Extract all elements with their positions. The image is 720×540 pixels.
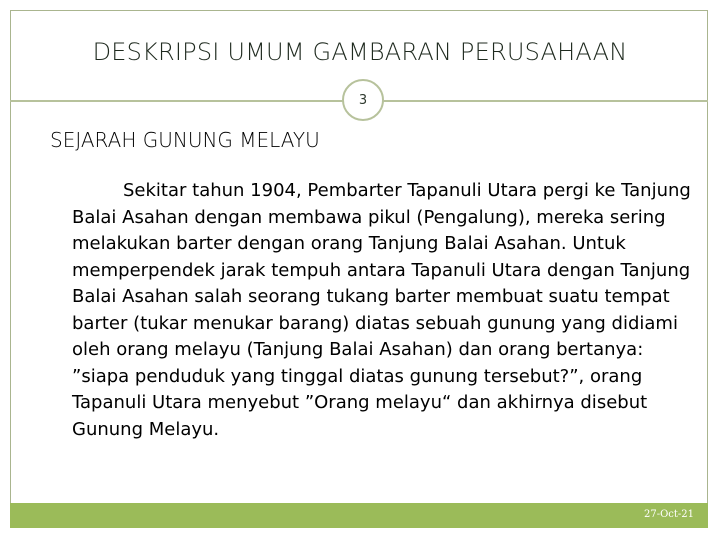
footer-bar: [10, 503, 708, 528]
slide-title: DESKRIPSI UMUM GAMBARAN PERUSAHAAN: [92, 38, 628, 66]
body-paragraph: Sekitar tahun 1904, Pembarter Tapanuli Utara pergi ke Tanjung Balai Asahan dengan membawa pikul (Pengalung), mereka sering melakukan barter dengan orang Tanjung Balai Asahan. Untuk memperpendek jarak tempuh antara Tapanuli Utara dengan Tanjung Balai Asahan salah seorang tukang barter membuat suatu tempat barter (tukar menukar barang) diatas sebuah gunung yang didiami oleh orang melayu (Tanjung Balai Asahan) dan orang bertanya: ”siapa penduduk yang tinggal diatas gunung tersebut?”, orang Tapanuli Utara menyebut ”Orang melayu“ dan akhirnya disebut Gunung Melayu.: [72, 180, 691, 440]
footer-date: 27-Oct-21: [643, 509, 694, 520]
slide-number: 3: [358, 92, 368, 108]
slide-number-badge: [342, 79, 384, 121]
section-subheading: SEJARAH GUNUNG MELAYU: [50, 128, 320, 152]
